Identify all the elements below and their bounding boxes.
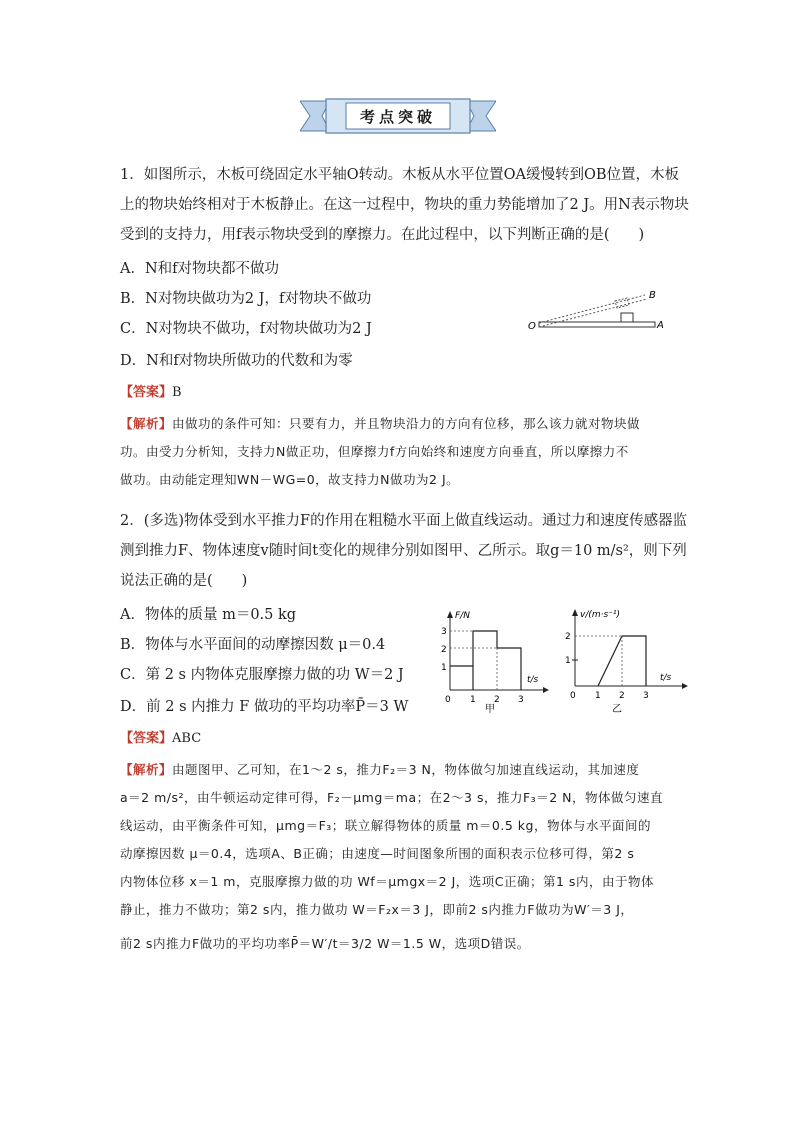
graph-f-xtick-1: 1 — [470, 695, 476, 705]
q1-option-a: A．N和f对物块都不做功 — [120, 261, 280, 277]
q1-answer — [120, 382, 182, 404]
answer-tag: 【答案】 — [120, 731, 173, 746]
explain-line: 线运动，由平衡条件可知，μmg＝F₃；联立解得物体的质量 m＝0.5 kg，物体与水平面间的 — [120, 818, 651, 833]
explain-line: 功。由受力分析知，支持力N做正功，但摩擦力f方向始终和速度方向垂直，所以摩擦力不 — [120, 444, 629, 459]
section-banner — [300, 97, 496, 135]
q2-stem-line: 说法正确的是( ) — [120, 573, 248, 589]
q1-stem-line: 受到的支持力，用f表示物块受到的摩擦力。在此过程中，以下判断正确的是( ) — [120, 227, 645, 243]
explain-line: 【解析】由题图甲、乙可知，在1～2 s，推力F₂＝3 N，物体做匀加速直线运动，其加速度 — [120, 762, 640, 777]
question-2-stem — [120, 506, 688, 596]
explain-line: 动摩擦因数 μ＝0.4，选项A、B正确；由速度—时间图象所围的面积表示位移可得，第2 s — [120, 846, 635, 861]
explain-line: a＝2 m/s²，由牛顿运动定律可得，F₂－μmg＝ma；在2～3 s，推力F₃＝2 N，物体做匀速直 — [120, 790, 663, 805]
q1-option-c: C．N对物块不做功，f对物块做功为2 J — [120, 321, 372, 337]
q1-stem-line: 上的物块始终相对于木板静止。在这一过程中，物块的重力势能增加了2 J。用N表示物块 — [120, 197, 689, 213]
graph-v-t — [560, 608, 690, 713]
q2-option-a: A．物体的质量 m＝0.5 kg — [120, 607, 297, 623]
graph-v-xlabel: t/s — [660, 673, 672, 683]
graph-f-xtick-3: 3 — [518, 695, 524, 705]
explain-line: 静止，推力不做功；第2 s内，推力做功 W＝F₂x＝3 J，即前2 s内推力F做功为W′＝3 J， — [120, 902, 634, 917]
label-b: B — [649, 290, 656, 301]
q2-option-c: C．第 2 s 内物体克服摩擦力做的功 W＝2 J — [120, 667, 404, 683]
q2-stem-line: 测到推力F、物体速度v随时间t变化的规律分别如图甲、乙所示。取g＝10 m/s²，则下列 — [120, 543, 687, 559]
graph-f-xtick-2: 2 — [494, 695, 500, 705]
graph-v-xtick-3: 3 — [643, 691, 649, 701]
block-on-oa — [621, 313, 633, 322]
graph-v-xtick-1: 1 — [595, 691, 601, 701]
q2-stem-line: 2．(多选)物体受到水平推力F的作用在粗糙水平面上做直线运动。通过力和速度传感器监 — [120, 513, 688, 529]
explain-line: 做功。由动能定理知WN－WG=0，故支持力N做功为2 J。 — [120, 472, 460, 487]
graph-v-ytick-2: 2 — [565, 632, 571, 642]
graph-v-ytick-1: 1 — [565, 656, 571, 666]
explain-line: 前2 s内推力F做功的平均功率P̄＝W′/t＝3/2 W＝1.5 W，选项D错误。 — [120, 936, 530, 951]
question-1-stem — [120, 160, 689, 250]
explain-tag: 【解析】 — [120, 762, 173, 777]
answer-value: ABC — [172, 731, 202, 746]
board-ob-top — [539, 295, 645, 323]
q2-explanation — [120, 756, 676, 958]
explain-line: 【解析】由做功的条件可知：只要有力，并且物块沿力的方向有位移，那么该力就对物块做 — [120, 416, 641, 431]
graph-v-caption: 乙 — [612, 704, 622, 713]
explain-tag: 【解析】 — [120, 416, 173, 431]
graph-f-xlabel: t/s — [527, 675, 539, 685]
graph-v-ylabel: v/(m·s⁻¹) — [580, 610, 621, 620]
graph-f-ytick-3: 3 — [441, 627, 447, 637]
q2-option-b: B．物体与水平面间的动摩擦因数 μ＝0.4 — [120, 637, 386, 653]
answer-tag: 【答案】 — [120, 385, 173, 400]
q1-explanation — [120, 410, 676, 494]
q1-option-d: D．N和f对物块所做功的代数和为零 — [120, 353, 353, 369]
label-a: A — [657, 320, 664, 331]
graph-f-ytick-1: 1 — [441, 663, 447, 673]
label-o: O — [528, 321, 536, 332]
graph-v-xtick-0: 0 — [570, 691, 576, 701]
graph-f-xtick-0: 0 — [445, 695, 451, 705]
q1-stem-line: 1．如图所示，木板可绕固定水平轴O转动。木板从水平位置OA缓慢转到OB位置，木板 — [120, 167, 680, 183]
graph-f-ytick-2: 2 — [441, 645, 447, 655]
q2-answer — [120, 728, 201, 750]
graph-f-t — [425, 608, 550, 713]
banner-title: 考点突破 — [359, 109, 436, 126]
graph-v-xtick-2: 2 — [619, 691, 625, 701]
graph-f-caption: 甲 — [485, 704, 495, 713]
q2-option-d: D．前 2 s 内推力 F 做功的平均功率P̄＝3 W — [120, 699, 409, 715]
explain-line: 内物体位移 x＝1 m，克服摩擦力做的功 Wf＝μmgx＝2 J，选项C正确；第1 s内，由于物体 — [120, 874, 654, 889]
answer-value: B — [172, 385, 182, 400]
graph-f-ylabel: F/N — [455, 611, 470, 621]
q1-board-figure — [525, 285, 675, 335]
q1-option-b: B．N对物块做功为2 J，f对物块不做功 — [120, 291, 372, 307]
